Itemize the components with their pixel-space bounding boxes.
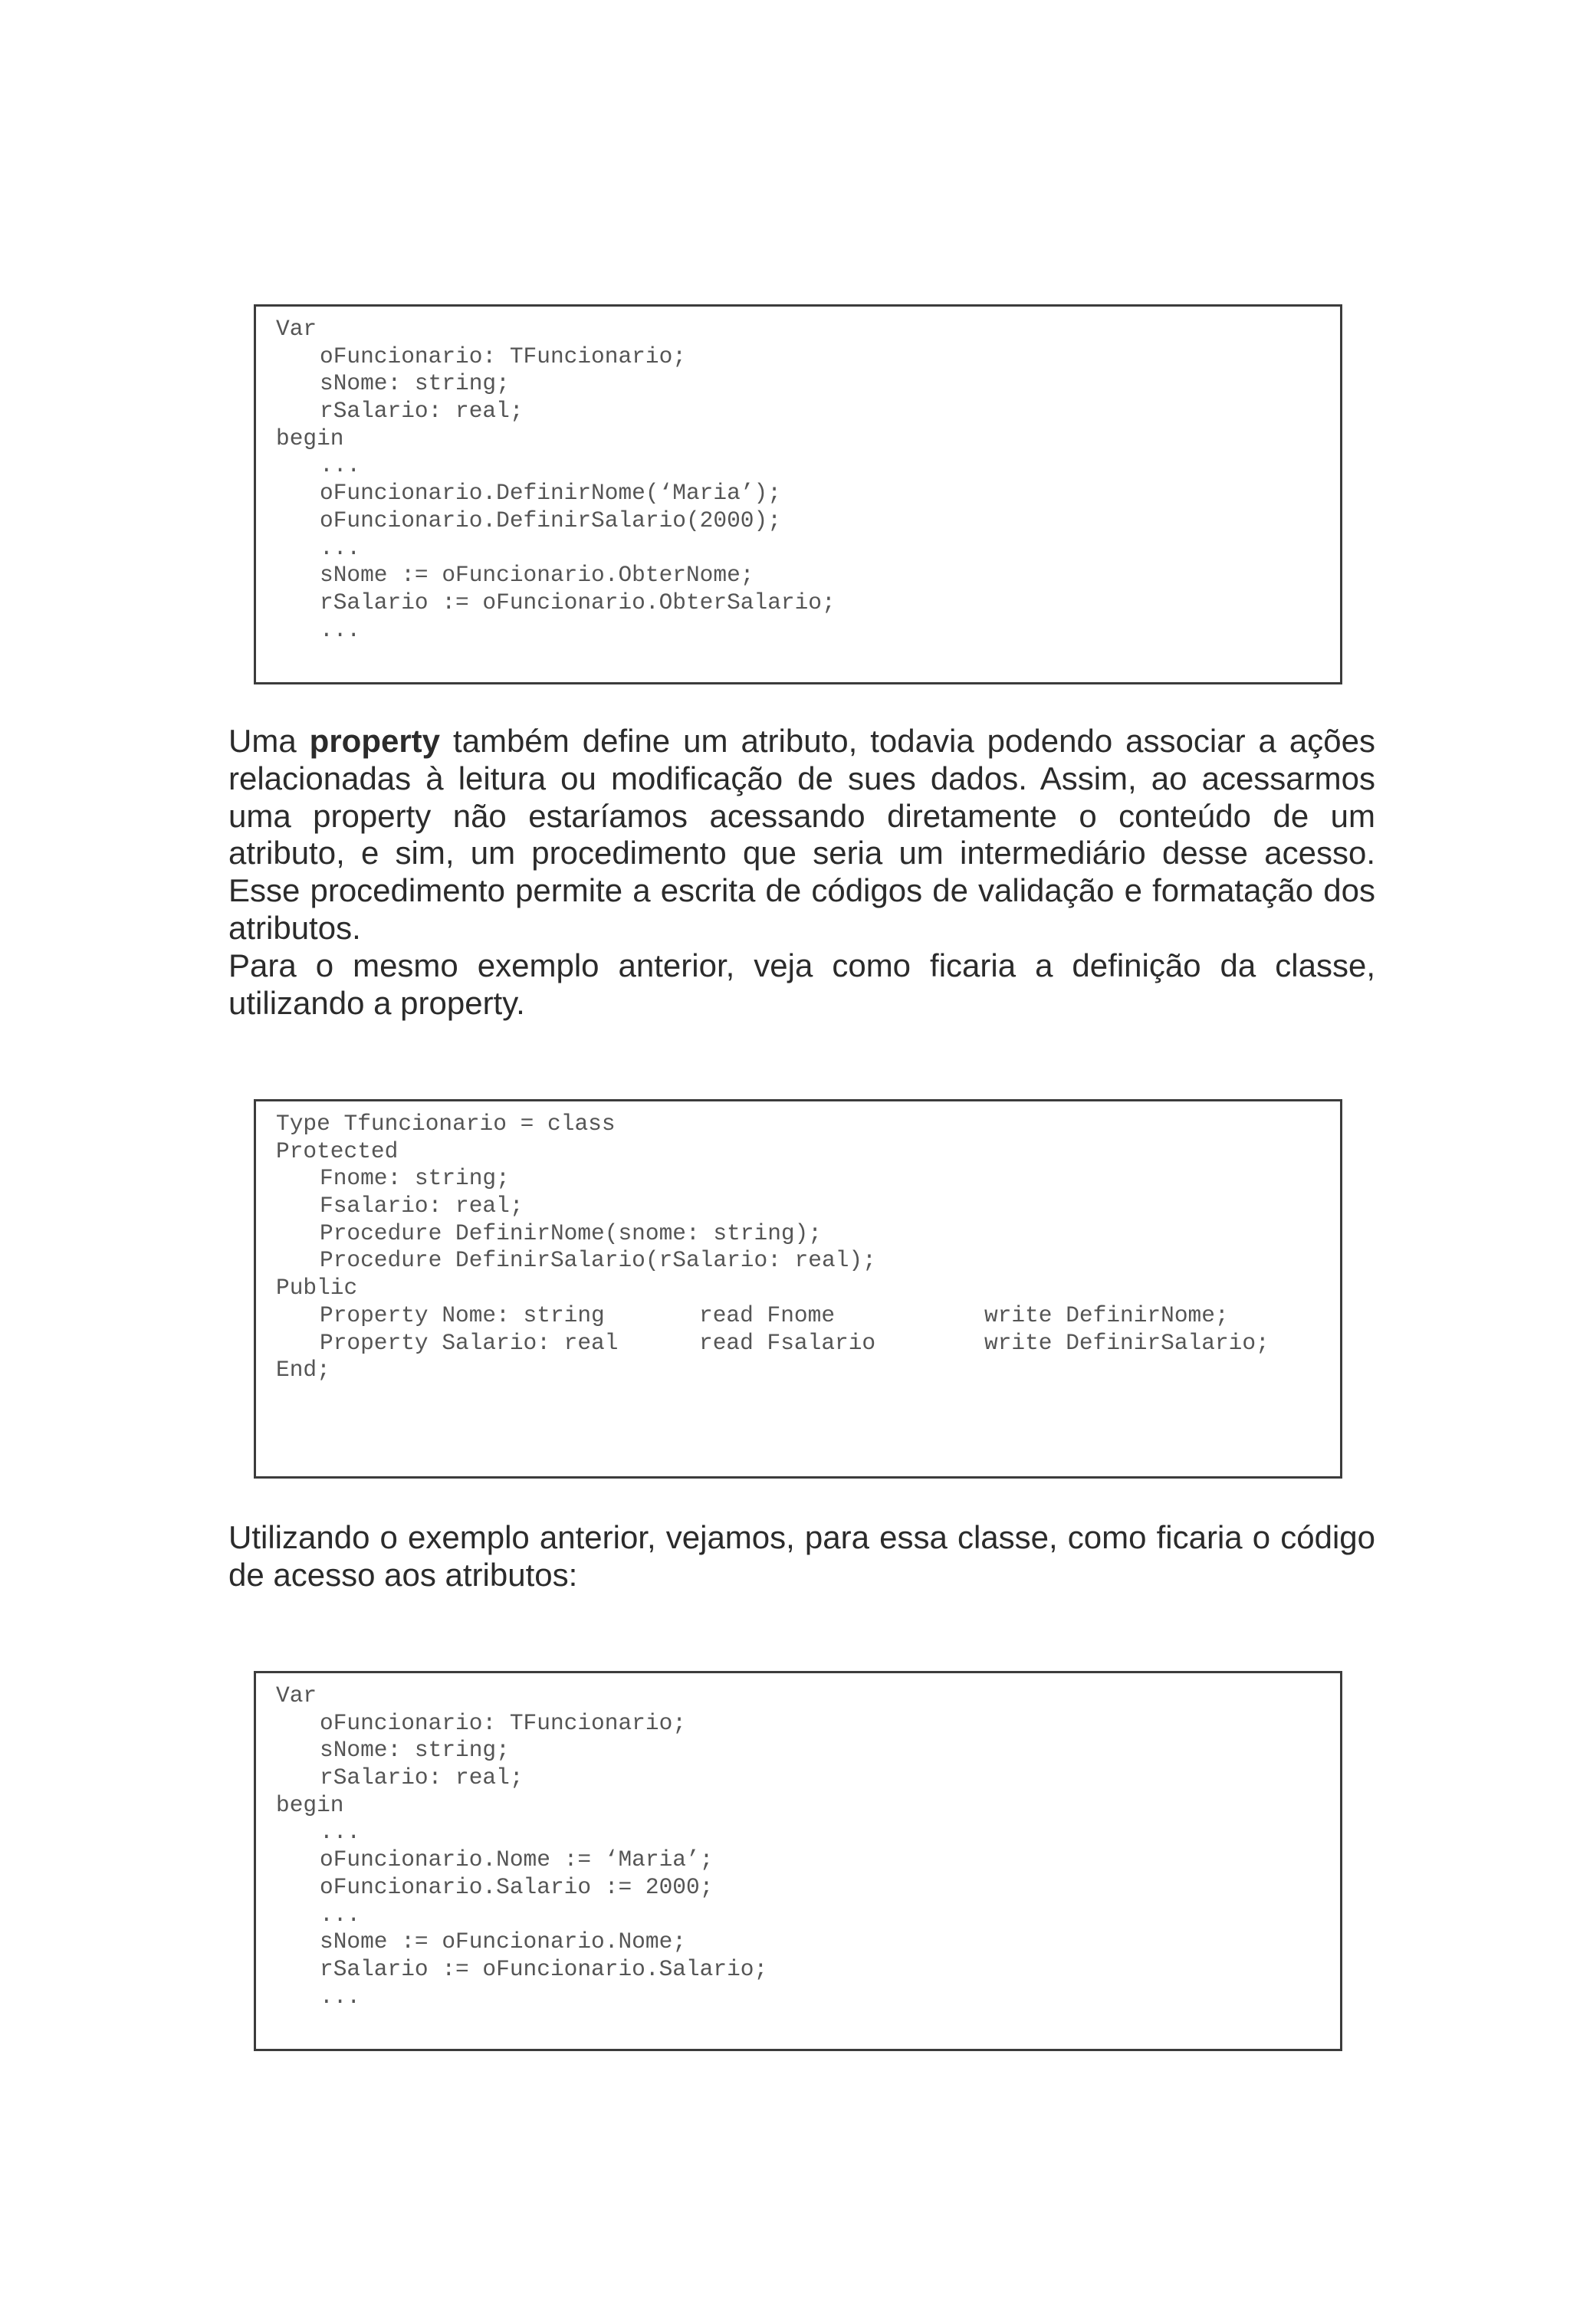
code-line: rSalario: real; — [320, 398, 524, 425]
code-line: rSalario := oFuncionario.Salario; — [320, 1955, 768, 1982]
code-line: ... — [320, 1901, 361, 1928]
code-line: rSalario := oFuncionario.ObterSalario; — [320, 589, 836, 615]
code-line: begin — [276, 425, 344, 451]
paragraph-text: também define um atributo, todavia podendo associar a ações relacionadas à leitura ou modificação de sues dados. Assim, ao acessarmos uma property não estaríamos acessando diretamente o conteúdo de um atributo, e sim, um procedimento que seria um intermediário desse acesso. Esse procedimento permite a escrita de códigos de validação e formatação dos atributos. — [228, 723, 1375, 946]
code-line: ... — [320, 616, 361, 643]
paragraph-access-intro: Utilizando o exemplo anterior, vejamos, para essa classe, como ficaria o código de acesso aos atributos: — [228, 1519, 1375, 1593]
code-line: oFuncionario: TFuncionario; — [320, 343, 686, 369]
code-line: End; — [276, 1357, 330, 1384]
bold-term-property: property — [309, 723, 441, 759]
code-line: Var — [276, 316, 317, 342]
code-block-var-properties — [254, 1671, 1342, 2051]
code-line-property-nome — [276, 1302, 1340, 1330]
code-line: Fsalario: real; — [320, 1193, 524, 1219]
paragraph-property-definition — [228, 723, 1375, 947]
property-read-clause: read Fnome — [699, 1302, 836, 1328]
code-line: Public — [276, 1275, 358, 1302]
property-explanation — [228, 723, 1375, 1022]
code-line: ... — [320, 1819, 361, 1846]
code-line: sNome: string; — [320, 1737, 510, 1764]
paragraph-example-intro: Para o mesmo exemplo anterior, veja como ficaria a definição da classe, utilizando a property. — [228, 947, 1375, 1021]
code-line: Procedure DefinirNome(snome: string); — [320, 1219, 823, 1246]
code-line: oFuncionario: TFuncionario; — [320, 1709, 686, 1736]
code-line-property-salario — [276, 1330, 1340, 1357]
code-line: sNome := oFuncionario.Nome; — [320, 1928, 686, 1955]
code-line: Protected — [276, 1137, 399, 1164]
code-line: Procedure DefinirSalario(rSalario: real); — [320, 1247, 876, 1274]
code-line: Type Tfuncionario = class — [276, 1111, 616, 1137]
code-line: oFuncionario.DefinirSalario(2000); — [320, 507, 781, 533]
property-declaration: Property Nome: string — [320, 1302, 605, 1328]
property-write-clause: write DefinirSalario; — [984, 1329, 1269, 1356]
code-block-class-definition — [254, 1099, 1342, 1479]
code-line: ... — [320, 452, 361, 479]
property-declaration: Property Salario: real — [320, 1329, 619, 1356]
access-example-intro — [228, 1519, 1375, 1594]
code-line: oFuncionario.Nome := ‘Maria’; — [320, 1846, 714, 1873]
paragraph-text: Uma — [228, 723, 310, 759]
code-block-var-methods — [254, 304, 1342, 684]
code-line: ... — [320, 1983, 361, 2010]
code-line: begin — [276, 1791, 344, 1818]
code-line: ... — [320, 534, 361, 561]
property-write-clause: write DefinirNome; — [984, 1302, 1229, 1328]
code-line: Var — [276, 1682, 317, 1709]
code-line: sNome: string; — [320, 370, 510, 397]
code-line: oFuncionario.Salario := 2000; — [320, 1873, 714, 1900]
code-line: sNome := oFuncionario.ObterNome; — [320, 562, 754, 589]
code-line: rSalario: real; — [320, 1764, 524, 1791]
property-read-clause: read Fsalario — [699, 1329, 876, 1356]
code-line: Fnome: string; — [320, 1165, 510, 1192]
code-line: oFuncionario.DefinirNome(‘Maria’); — [320, 480, 781, 507]
